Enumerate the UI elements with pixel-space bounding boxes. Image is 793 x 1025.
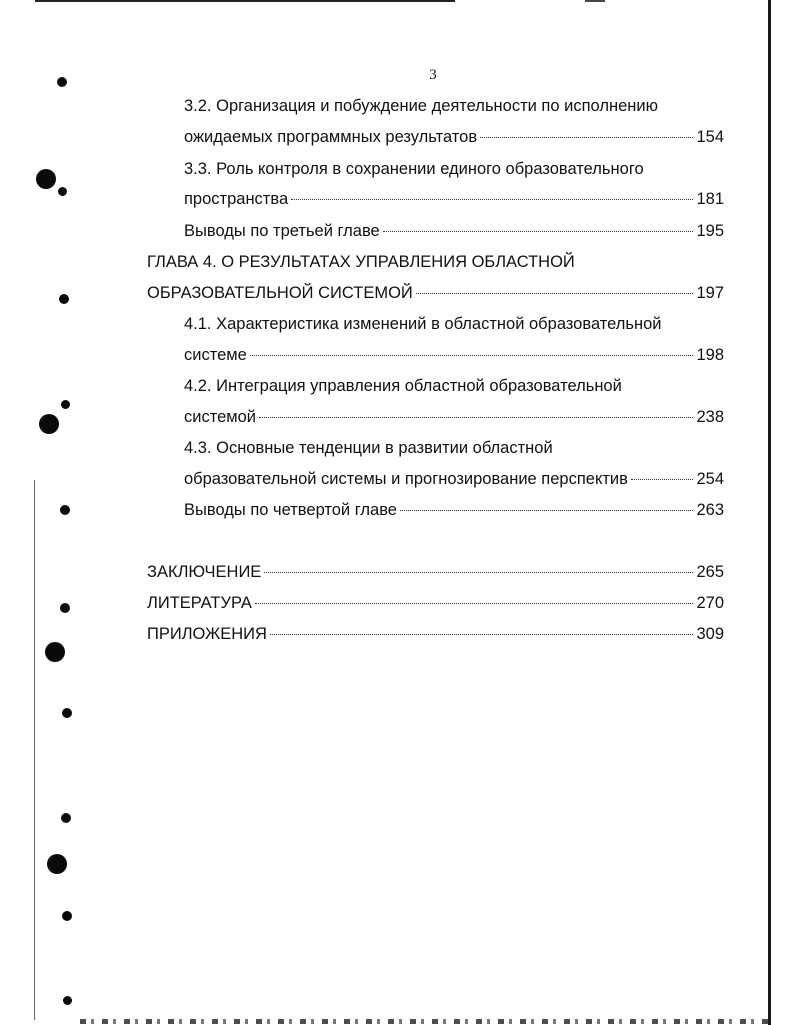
toc-entry-appendices [147, 624, 724, 644]
toc-page-number: 198 [696, 346, 724, 364]
dot-leader [631, 479, 694, 480]
punch-hole [58, 187, 67, 196]
toc-entry-4-3-line1 [184, 438, 724, 458]
toc-entry-text: ОБРАЗОВАТЕЛЬНОЙ СИСТЕМОЙ [147, 284, 413, 302]
toc-page-number: 195 [696, 222, 724, 240]
toc-entry-text: ГЛАВА 4. О РЕЗУЛЬТАТАХ УПРАВЛЕНИЯ ОБЛАСТНОЙ [147, 253, 575, 271]
toc-entry-text: ПРИЛОЖЕНИЯ [147, 625, 267, 643]
toc-entry-text: ЗАКЛЮЧЕНИЕ [147, 563, 262, 581]
toc-entry-literature [147, 593, 724, 613]
toc-entry-text: ожидаемых программных результатов [184, 128, 478, 146]
toc-page-number: 154 [696, 128, 724, 146]
dot-leader [270, 634, 694, 635]
dot-leader [383, 231, 694, 232]
dot-leader [416, 293, 694, 294]
toc-entry-text: 4.1. Характеристика изменений в областной образовательной [184, 315, 662, 333]
dot-leader [480, 137, 693, 138]
toc-entry-conclusions-ch3 [184, 221, 724, 241]
toc-page-number: 254 [696, 470, 724, 488]
toc-entry-text: 3.3. Роль контроля в сохранении единого образовательного [184, 160, 644, 178]
toc-page-number: 270 [696, 594, 724, 612]
dot-leader [291, 199, 693, 200]
toc-entry-3-3-line1 [184, 159, 724, 179]
dot-leader [255, 603, 694, 604]
toc-entry-3-2 [184, 127, 724, 147]
punch-hole [45, 642, 65, 662]
toc-entry-4-2-line1 [184, 376, 724, 396]
toc-entry-3-3 [184, 189, 724, 209]
toc-entry-4-3 [184, 469, 724, 489]
toc-page-number: 265 [696, 563, 724, 581]
toc-page-number: 181 [696, 190, 724, 208]
scan-artifact-right-edge [768, 0, 771, 1025]
toc-page-number: 238 [696, 408, 724, 426]
toc-entry-4-1 [184, 345, 724, 365]
toc-entry-4-2 [184, 407, 724, 427]
toc-entry-text: 4.3. Основные тенденции в развитии областной [184, 439, 553, 457]
dot-leader [259, 417, 693, 418]
punch-hole [63, 996, 72, 1005]
punch-hole [62, 708, 72, 718]
toc-page-number: 309 [696, 625, 724, 643]
toc-entry-text: системой [184, 408, 257, 426]
toc-entry-text: Выводы по третьей главе [184, 222, 380, 240]
dot-leader [264, 572, 693, 573]
scan-artifact-left-edge [34, 480, 35, 1020]
toc-page-number: 197 [696, 284, 724, 302]
punch-hole [62, 911, 72, 921]
toc-entry-text: пространства [184, 190, 289, 208]
punch-hole [47, 854, 67, 874]
toc-entry-4-1-line1 [184, 314, 724, 334]
page-number: 3 [429, 67, 437, 83]
toc-entry-conclusions-ch4 [184, 500, 724, 520]
punch-hole [59, 294, 69, 304]
scan-artifact-top-short [585, 0, 605, 2]
toc-chapter-4-line1 [147, 252, 724, 272]
punch-hole [61, 813, 71, 823]
dot-leader [400, 510, 694, 511]
toc-entry-text: 4.2. Интеграция управления областной образовательной [184, 377, 622, 395]
punch-hole [60, 505, 70, 515]
scan-artifact-bottom [80, 1019, 770, 1024]
toc-entry-text: 3.2. Организация и побуждение деятельности по исполнению [184, 97, 658, 115]
toc-entry-text: ЛИТЕРАТУРА [147, 594, 252, 612]
toc-entry-text: Выводы по четвертой главе [184, 501, 397, 519]
scan-artifact-top [35, 0, 455, 2]
dot-leader [250, 355, 694, 356]
toc-entry-text: образовательной системы и прогнозирование перспектив [184, 470, 628, 488]
punch-hole [60, 603, 70, 613]
punch-hole [36, 169, 56, 189]
punch-hole [61, 400, 70, 409]
toc-page-number: 263 [696, 501, 724, 519]
toc-entry-3-2-line1 [184, 96, 724, 116]
toc-entry-conclusion [147, 562, 724, 582]
toc-entry-text: системе [184, 346, 247, 364]
toc-chapter-4 [147, 283, 724, 303]
punch-hole [39, 414, 59, 434]
